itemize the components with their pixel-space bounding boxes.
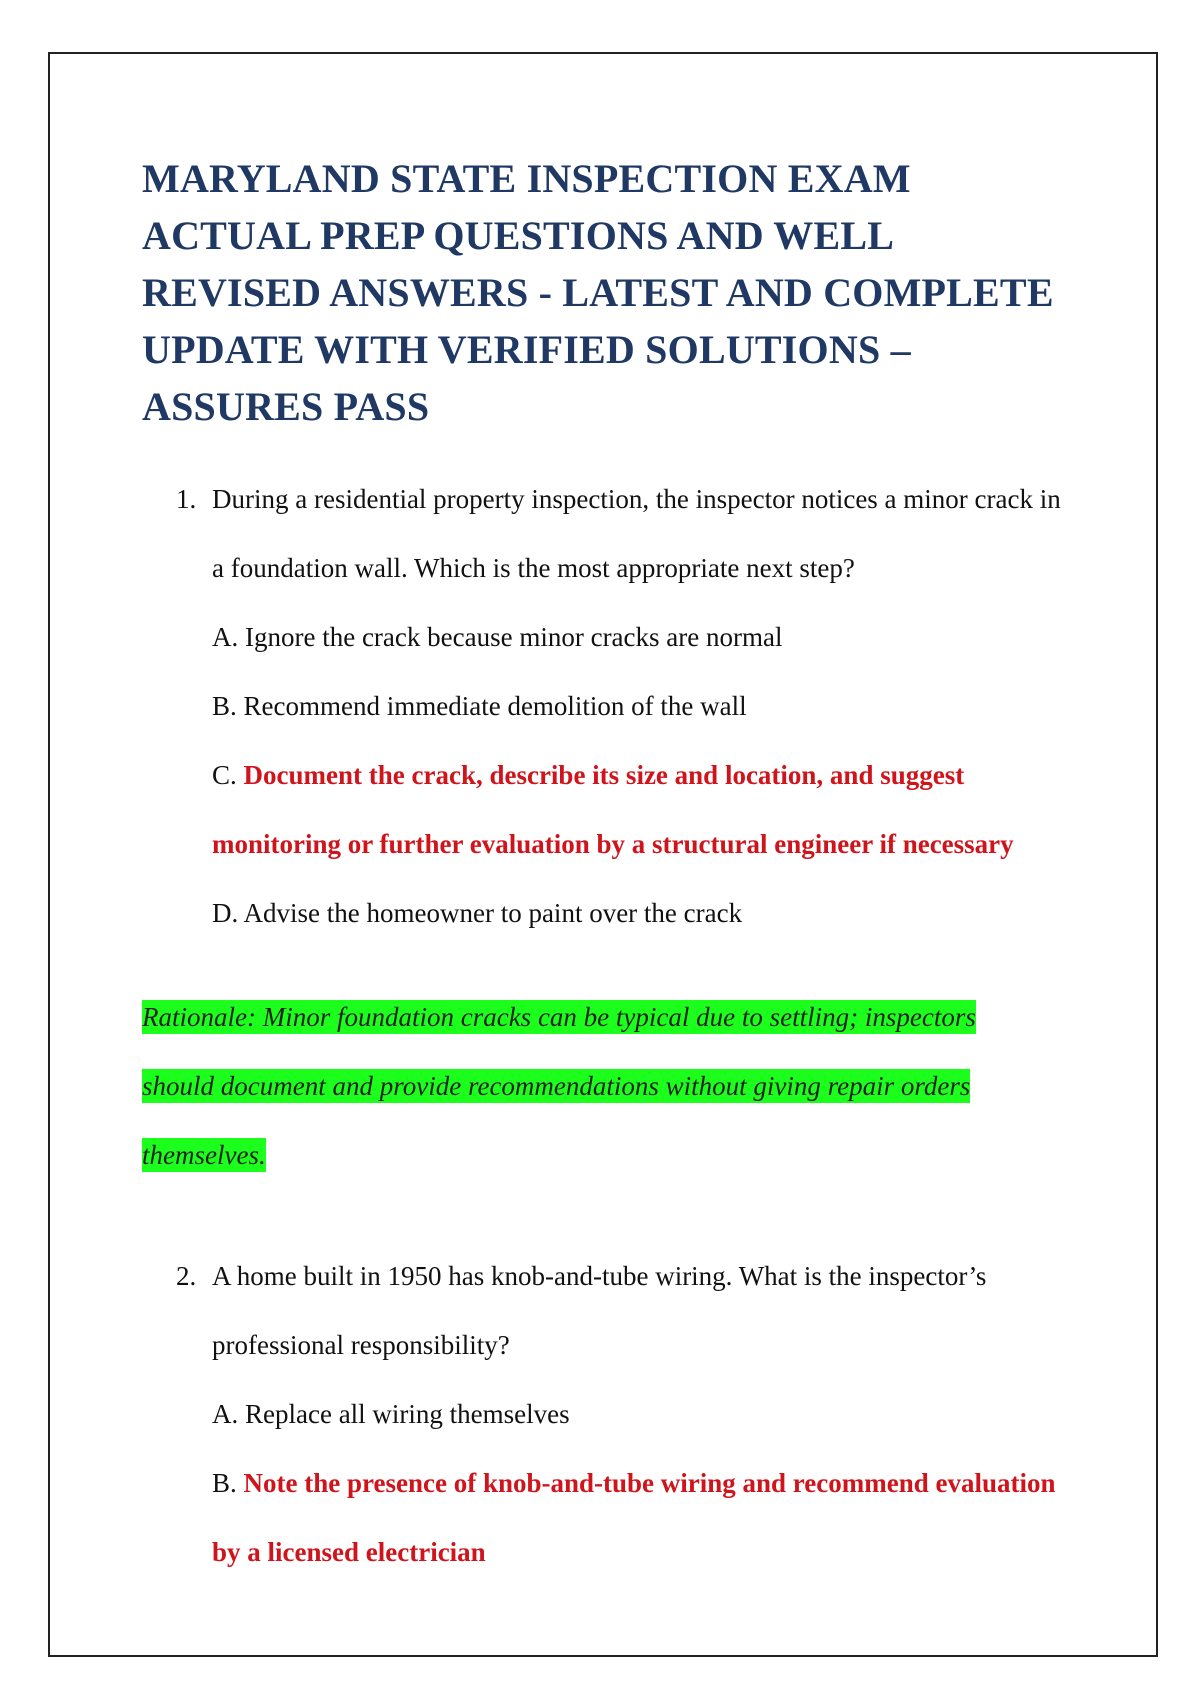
correct-answer-text: Note the presence of knob-and-tube wiring and recommend evaluation by a licensed electrician bbox=[212, 1468, 1056, 1567]
question-2 bbox=[176, 1242, 1072, 1587]
option-text: Advise the homeowner to paint over the crack bbox=[243, 898, 743, 928]
option-a bbox=[212, 603, 1072, 672]
document-body bbox=[142, 150, 1072, 1587]
option-d bbox=[212, 879, 1072, 948]
option-b bbox=[212, 672, 1072, 741]
rationale-text: Rationale: Minor foundation cracks can be typical due to settling; inspectors should document and provide recommendations without giving repair orders themselves. bbox=[142, 1002, 976, 1170]
option-text: Ignore the crack because minor cracks are normal bbox=[245, 622, 783, 652]
option-letter: B. bbox=[212, 691, 237, 721]
document-title: MARYLAND STATE INSPECTION EXAM ACTUAL PREP QUESTIONS AND WELL REVISED ANSWERS - LATEST AND COMPLETE UPDATE WITH VERIFIED SOLUTIONS – ASSURES PASS bbox=[142, 156, 1054, 429]
option-b-correct bbox=[212, 1449, 1072, 1587]
rationale-block bbox=[142, 983, 1002, 1190]
option-letter: B. bbox=[212, 1468, 237, 1498]
question-number: 1. bbox=[176, 484, 197, 514]
option-letter: A. bbox=[212, 1399, 239, 1429]
option-letter: C. bbox=[212, 760, 237, 790]
question-number: 2. bbox=[176, 1261, 197, 1291]
question-1 bbox=[176, 465, 1072, 948]
option-letter: D. bbox=[212, 898, 239, 928]
option-letter: A. bbox=[212, 622, 239, 652]
option-c-correct bbox=[212, 741, 1072, 879]
option-text: Recommend immediate demolition of the wall bbox=[243, 691, 747, 721]
option-text: Replace all wiring themselves bbox=[245, 1399, 570, 1429]
correct-answer-text: Document the crack, describe its size and location, and suggest monitoring or further evaluation by a structural engineer if necessary bbox=[212, 760, 1014, 859]
question-text: A home built in 1950 has knob-and-tube wiring. What is the inspector’s professional responsibility? bbox=[212, 1261, 987, 1360]
question-text: During a residential property inspection, the inspector notices a minor crack in a foundation wall. Which is the most appropriate next step? bbox=[212, 484, 1061, 583]
option-a bbox=[212, 1380, 1072, 1449]
